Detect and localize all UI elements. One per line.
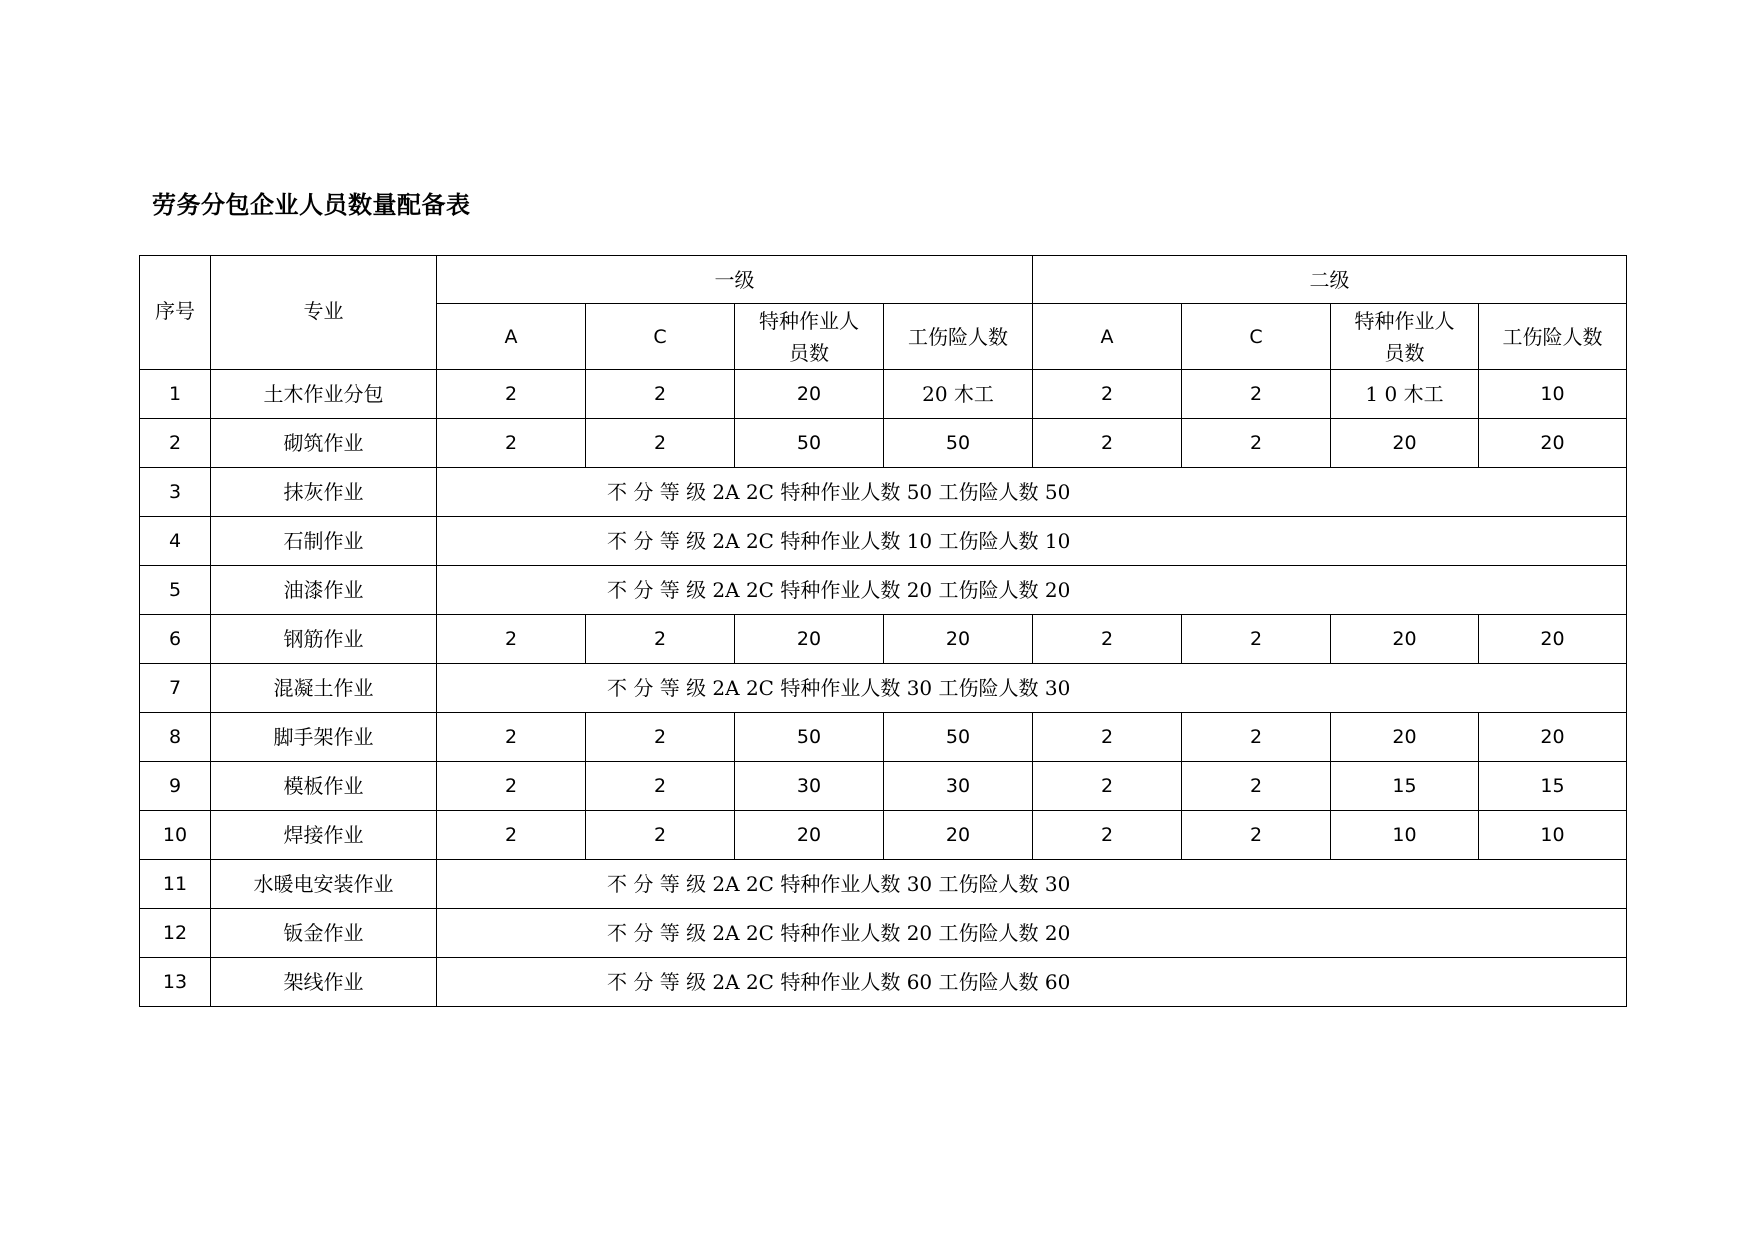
row-value-cell: 2 — [437, 762, 586, 811]
row-major-name: 抹灰作业 — [211, 468, 437, 517]
row-merged-summary: 不 分 等 级 2A 2C 特种作业人数 20 工伤险人数 20 — [437, 566, 1627, 615]
row-value-cell: 10 — [1479, 370, 1627, 419]
row-value-cell: 50 — [735, 713, 884, 762]
row-value-cell: 20 — [1331, 615, 1479, 664]
row-value-cell: 2 — [1033, 811, 1182, 860]
row-value-cell: 2 — [1033, 419, 1182, 468]
row-value-cell: 10 — [1479, 811, 1627, 860]
row-value-cell: 2 — [1033, 370, 1182, 419]
row-value-cell: 2 — [437, 713, 586, 762]
row-value-cell: 2 — [1182, 713, 1331, 762]
row-value-cell: 20 — [884, 811, 1033, 860]
row-value-cell: 20 — [1331, 713, 1479, 762]
row-seq: 13 — [140, 958, 211, 1007]
row-merged-summary: 不 分 等 级 2A 2C 特种作业人数 20 工伤险人数 20 — [437, 909, 1627, 958]
row-value-cell: 2 — [586, 713, 735, 762]
header-l1-special-text: 特种作业人员数 — [759, 308, 859, 365]
row-major-name: 脚手架作业 — [211, 713, 437, 762]
row-major-name: 钣金作业 — [211, 909, 437, 958]
table-row — [140, 566, 1627, 615]
header-l1-injury: 工伤险人数 — [884, 304, 1033, 370]
row-value-cell: 10 — [1331, 811, 1479, 860]
row-major-name: 砌筑作业 — [211, 419, 437, 468]
row-value-cell: 2 — [586, 615, 735, 664]
table-row — [140, 860, 1627, 909]
table-row — [140, 713, 1627, 762]
row-merged-summary: 不 分 等 级 2A 2C 特种作业人数 30 工伤险人数 30 — [437, 860, 1627, 909]
header-l2-special-text: 特种作业人员数 — [1354, 308, 1455, 365]
row-value-cell: 50 — [884, 713, 1033, 762]
row-seq: 2 — [140, 419, 211, 468]
row-value-cell: 20 木工 — [884, 370, 1033, 419]
table-row — [140, 909, 1627, 958]
header-l1-special — [735, 304, 884, 370]
row-value-cell: 20 — [735, 370, 884, 419]
row-value-cell: 2 — [586, 419, 735, 468]
row-seq: 4 — [140, 517, 211, 566]
row-value-cell: 2 — [1182, 762, 1331, 811]
table-row — [140, 762, 1627, 811]
header-level-2: 二级 — [1033, 256, 1627, 304]
header-seq: 序号 — [140, 256, 211, 370]
row-seq: 9 — [140, 762, 211, 811]
row-seq: 5 — [140, 566, 211, 615]
row-seq: 12 — [140, 909, 211, 958]
row-seq: 11 — [140, 860, 211, 909]
row-major-name: 焊接作业 — [211, 811, 437, 860]
table-row — [140, 664, 1627, 713]
row-seq: 1 — [140, 370, 211, 419]
row-value-cell: 20 — [1479, 615, 1627, 664]
row-value-cell: 20 — [735, 811, 884, 860]
row-value-cell: 2 — [437, 615, 586, 664]
staffing-table — [139, 255, 1627, 1007]
row-seq: 8 — [140, 713, 211, 762]
row-value-cell: 2 — [586, 762, 735, 811]
table-row — [140, 370, 1627, 419]
row-major-name: 土木作业分包 — [211, 370, 437, 419]
table-row — [140, 811, 1627, 860]
header-l1-a: A — [437, 304, 586, 370]
row-major-name: 混凝土作业 — [211, 664, 437, 713]
row-value-cell: 20 — [1479, 713, 1627, 762]
header-l2-a: A — [1033, 304, 1182, 370]
document-title: 劳务分包企业人员数量配备表 — [152, 191, 471, 219]
header-l1-c: C — [586, 304, 735, 370]
row-merged-summary: 不 分 等 级 2A 2C 特种作业人数 50 工伤险人数 50 — [437, 468, 1627, 517]
row-major-name: 模板作业 — [211, 762, 437, 811]
table-row — [140, 958, 1627, 1007]
header-l2-c: C — [1182, 304, 1331, 370]
row-value-cell: 30 — [735, 762, 884, 811]
row-value-cell: 15 — [1479, 762, 1627, 811]
row-major-name: 钢筋作业 — [211, 615, 437, 664]
row-merged-summary: 不 分 等 级 2A 2C 特种作业人数 60 工伤险人数 60 — [437, 958, 1627, 1007]
row-value-cell: 1 0 木工 — [1331, 370, 1479, 419]
row-value-cell: 2 — [1182, 811, 1331, 860]
row-value-cell: 2 — [586, 811, 735, 860]
header-level-1: 一级 — [437, 256, 1033, 304]
header-major: 专业 — [211, 256, 437, 370]
row-merged-summary: 不 分 等 级 2A 2C 特种作业人数 30 工伤险人数 30 — [437, 664, 1627, 713]
row-value-cell: 2 — [1182, 370, 1331, 419]
row-value-cell: 2 — [1033, 615, 1182, 664]
row-seq: 3 — [140, 468, 211, 517]
row-value-cell: 20 — [1331, 419, 1479, 468]
header-l2-injury: 工伤险人数 — [1479, 304, 1627, 370]
table-row — [140, 419, 1627, 468]
row-value-cell: 2 — [1033, 713, 1182, 762]
row-major-name: 水暖电安装作业 — [211, 860, 437, 909]
row-value-cell: 2 — [1182, 615, 1331, 664]
row-value-cell: 2 — [1033, 762, 1182, 811]
row-value-cell: 20 — [1479, 419, 1627, 468]
row-value-cell: 2 — [437, 370, 586, 419]
row-major-name: 油漆作业 — [211, 566, 437, 615]
row-seq: 10 — [140, 811, 211, 860]
row-seq: 6 — [140, 615, 211, 664]
row-value-cell: 30 — [884, 762, 1033, 811]
row-value-cell: 2 — [586, 370, 735, 419]
row-major-name: 石制作业 — [211, 517, 437, 566]
row-value-cell: 15 — [1331, 762, 1479, 811]
header-l2-special — [1331, 304, 1479, 370]
row-value-cell: 50 — [884, 419, 1033, 468]
row-value-cell: 50 — [735, 419, 884, 468]
table-row — [140, 468, 1627, 517]
row-seq: 7 — [140, 664, 211, 713]
row-value-cell: 20 — [735, 615, 884, 664]
row-value-cell: 2 — [437, 811, 586, 860]
row-merged-summary: 不 分 等 级 2A 2C 特种作业人数 10 工伤险人数 10 — [437, 517, 1627, 566]
table-row — [140, 615, 1627, 664]
row-value-cell: 20 — [884, 615, 1033, 664]
table-row — [140, 517, 1627, 566]
row-value-cell: 2 — [1182, 419, 1331, 468]
row-value-cell: 2 — [437, 419, 586, 468]
row-major-name: 架线作业 — [211, 958, 437, 1007]
header-row-levels — [140, 256, 1627, 304]
